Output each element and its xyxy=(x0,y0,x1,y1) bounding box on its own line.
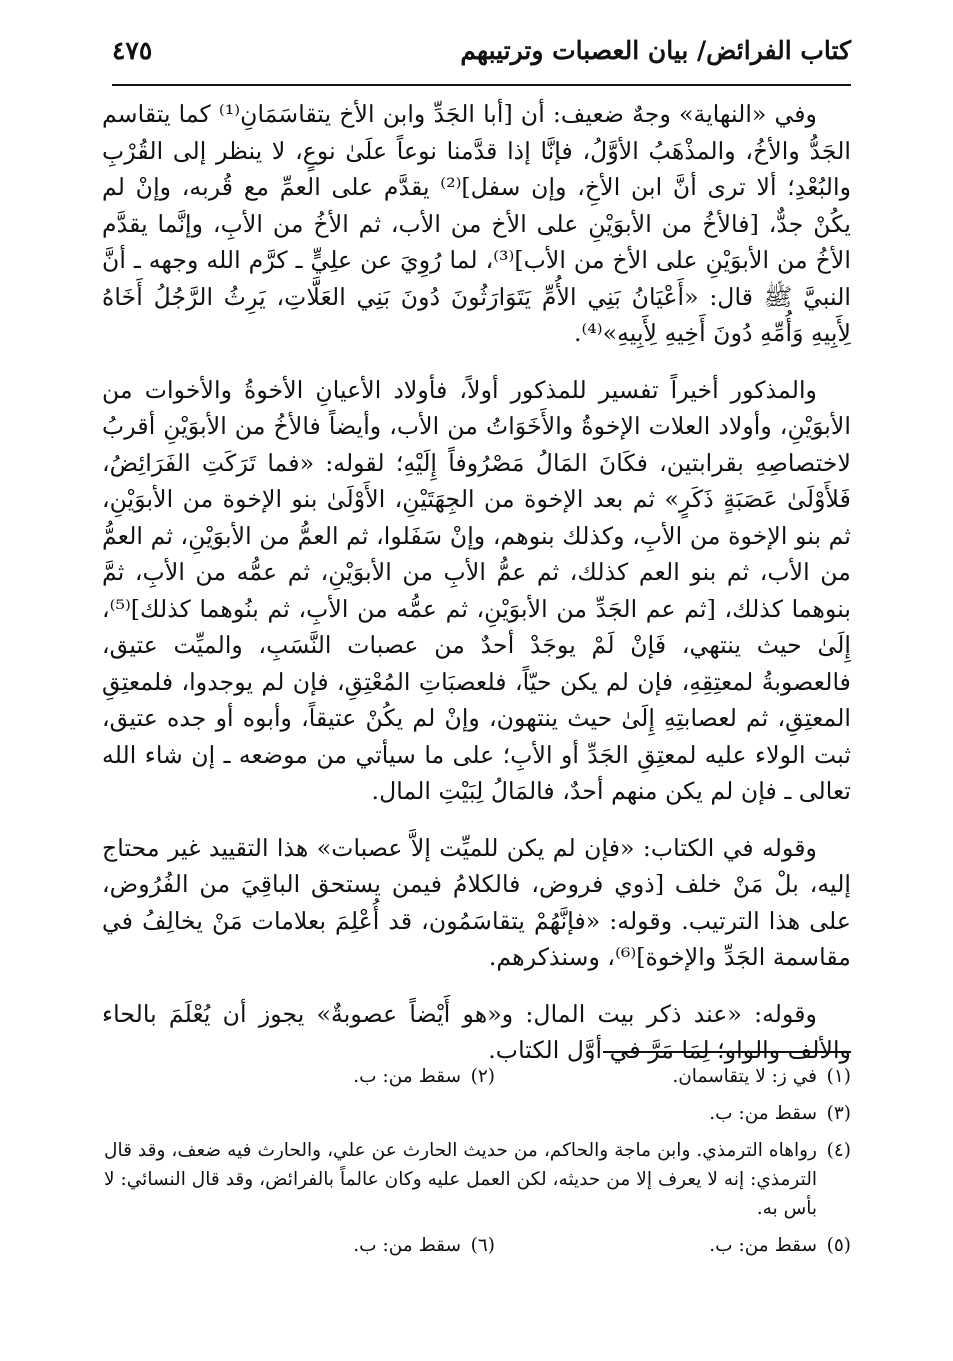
running-title: كتاب الفرائض/ بيان العصبات وترتيبهم xyxy=(460,36,851,65)
footnote-text: في ز: لا يتقاسمان. xyxy=(672,1066,817,1087)
footnote-row xyxy=(104,1099,851,1128)
footnote xyxy=(139,1231,495,1260)
footnote xyxy=(104,1136,851,1223)
footnote-text: سقط من: ب. xyxy=(353,1235,461,1256)
page-header xyxy=(112,28,851,86)
footnote-number: (٥) xyxy=(826,1235,851,1256)
footnote-number: (٢) xyxy=(470,1066,495,1087)
footnote xyxy=(495,1062,851,1091)
footnote-text: رواهاه الترمذي. وابن ماجة والحاكم، من حديث الحارث عن علي، والحارث فيه ضعف، وقد قال الترمذي: إنه لا يعرف إلا من حديثه، لكن العمل عليه وكان عالماً بالفرائض، وقد قال النسائي: لا بأس به. xyxy=(104,1140,817,1219)
footnote-number: (٦) xyxy=(470,1235,495,1256)
footnote-row xyxy=(104,1231,851,1260)
footnote-row xyxy=(104,1062,851,1091)
paragraph: والمذكور أخيراً تفسير للمذكور أولاً، فأولاد الأعيانِ الأخوةُ والأخوات من الأبوَيْنِ، وأولاد العلات الإخوةُ والأَخَوَاتُ من الأب، وأيضاً فالأخُ من الأبوَيْنِ أقربُ لاختصاصِهِ بقرابتين، فكَانَ المَالُ مَصْرُوفاً إِلَيْهِ؛ لقوله: «فما تَرَكَتِ الفَرَائِضُ، فَلأَوْلَىٰ عَصَبَةٍ ذَكَرٍ» ثم بعد الإخوة من الجِهَتَيْنِ، الأَوْلَىٰ بنو الإخوة من الأبوَيْنِ، ثم بنو الإخوة من الأبِ، وكذلك بنوهم، وإنْ سَفَلوا، ثم العمُّ من الأبوَيْنِ، ثم العمُّ من الأب، ثم بنو العم كذلك، ثم عمُّ الأبِ من الأبوَيْنِ، ثم عمُّه من الأبِ، ثمَّ بنوهما كذلك، [ثم عم الجَدِّ من الأبوَيْنِ، ثم عمُّه من الأبِ، ثم بنُوهما كذلك]⁽⁵⁾، إِلَىٰ حيث ينتهي، فَإنْ لَمْ يوجَدْ أحدٌ من عصبات النَّسَبِ، والميِّت عتيق، فالعصوبةُ لمعتِقِهِ، فإن لم يكن حيّاً، فلعصبَاتِ المُعْتِقِ، فإن لم يوجدوا، فلمعتِقِ المعتِقِ، ثم لعصابتِهِ إِلَىٰ حيث ينتهون، وإنْ لم يكُنْ عتيقاً، وأبوه أو جده عتيق، ثبت الولاء عليه لمعتِقِ الجَدِّ أو الأبِ؛ على ما سيأتي من موضعه ـ إن شاء الله تعالى ـ فإن لم يكن منهم أحدٌ، فالمَالُ لِبَيْتِ المال. xyxy=(102,375,851,805)
main-text xyxy=(102,96,851,1089)
footnote-text: سقط من: ب. xyxy=(353,1066,461,1087)
page-number: ٤٧٥ xyxy=(112,36,153,65)
footnote-separator xyxy=(603,1051,851,1053)
footnote-text: سقط من: ب. xyxy=(709,1235,817,1256)
footnote-text: سقط من: ب. xyxy=(709,1103,817,1124)
footnote-number: (١) xyxy=(826,1066,851,1087)
footnote xyxy=(495,1099,851,1128)
paragraph: وقوله: «عند ذكر بيت المال: و«هو أَيْضاً عصوبةٌ» يجوز أن يُعْلَمَ بالحاء والألف والواو؛ لِمَا مَرَّ في أوَّل الكتاب. xyxy=(102,999,851,1064)
footnote-number: (٤) xyxy=(826,1140,851,1161)
footnote-row xyxy=(104,1136,851,1223)
footnote xyxy=(139,1062,495,1091)
footnotes xyxy=(104,1062,851,1260)
footnote xyxy=(495,1231,851,1260)
paragraph: وقوله في الكتاب: «فإن لم يكن للميِّت إلاَّ عصبات» هذا التقييد غير محتاج إليه، بلْ مَنْ خلف [ذوي فروض، فالكلامُ فيمن يستحق الباقِيَ من الفُرُوض، على هذا الترتيب. وقوله: «فإنَّهُمْ يتقاسَمُون، قد أُعْلِمَ بعلامات مَنْ يخالِفُ في مقاسمة الجَدِّ والإخوة]⁽⁶⁾، وسنذكرهم. xyxy=(102,833,851,971)
paragraph: وفي «النهاية» وجهٌ ضعيف: أن [أبا الجَدِّ وابن الأخ يتقاسَمَانِ⁽¹⁾ كما يتقاسم الجَدُّ والأخُ، والمذْهَبُ الأوَّلُ، فإنَّا إذا قدَّمنا نوعاً علَىٰ نوعٍ، لا ينظر إلى القُرْبِ والبُعْدِ؛ ألا ترى أنَّ ابن الأخِ، وإن سفل]⁽²⁾ يقدَّم على العمِّ مع قُربه، وإنْ لم يكُنْ جدٌّ، [فالأخُ من الأبوَيْنِ على الأخ من الأب، ثم الأخُ من الأبِ، وإنَّما يقدَّم الأخُ من الأبوَيْنِ على الأخ من الأب]⁽³⁾، لما رُوِيَ عن علِيٍّ ـ كرَّم الله وجهه ـ أنَّ النبيَّ ﷺ قال: «أَعْيَانُ بَنِي الأُمِّ يَتَوَارَثُونَ دُونَ بَنِي العَلَّاتِ، يَرِثُ الرَّجُلُ أَخَاهُ لِأَبِيهِ وَأُمِّهِ دُونَ أَخِيهِ لِأَبِيهِ»⁽⁴⁾. xyxy=(102,100,852,347)
footnote-number: (٣) xyxy=(826,1103,851,1124)
